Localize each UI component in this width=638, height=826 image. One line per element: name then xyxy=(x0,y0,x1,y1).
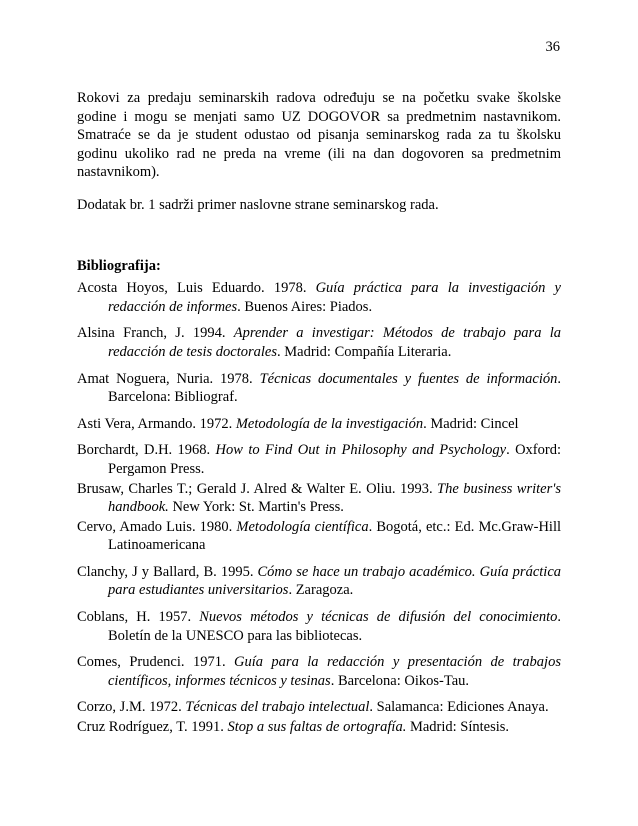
bibliography-entry: Coblans, H. 1957. Nuevos métodos y técnicas de difusión del conocimiento. Boletín de la UNESCO para las bibliotecas. xyxy=(77,609,561,644)
bibliography-entry: Asti Vera, Armando. 1972. Metodología de la investigación. Madrid: Cincel xyxy=(77,415,519,432)
bibliography-entry: Alsina Franch, J. 1994. Aprender a investigar: Métodos de trabajo para la redacción de tesis doctorales. Madrid: Compañía Literaria. xyxy=(77,325,562,360)
bibliography-entry: Amat Noguera, Nuria. 1978. Técnicas documentales y fuentes de información. Barcelona: Bibliograf. xyxy=(77,370,561,406)
bibliography-list xyxy=(77,279,561,736)
bibliography-entry: Corzo, J.M. 1972. Técnicas del trabajo intelectual. Salamanca: Ediciones Anaya. xyxy=(77,699,549,716)
bibliography-entry: Brusaw, Charles T.; Gerald J. Alred & Walter E. Oliu. 1993. The business writer's handbook. New York: St. Martin's Press. xyxy=(77,480,561,516)
document-body xyxy=(77,89,561,738)
bibliography-entry: Cruz Rodríguez, T. 1991. Stop a sus faltas de ortografía. Madrid: Síntesis. xyxy=(77,719,510,736)
bibliography-entry: Comes, Prudenci. 1971. Guía para la redacción y presentación de trabajos científicos, informes técnicos y tesinas. Barcelona: Oikos-Tau. xyxy=(77,654,561,689)
bibliography-entry: Clanchy, J y Ballard, B. 1995. Cómo se hace un trabajo académico. Guía práctica para estudiantes universitarios. Zaragoza. xyxy=(77,563,562,599)
bibliography-entry: Cervo, Amado Luis. 1980. Metodología científica. Bogotá, etc.: Ed. Mc.Graw-Hill Latinoamericana xyxy=(77,518,561,554)
paragraph-deadlines: Rokovi za predaju seminarskih radova određuju se na početku svake školske godine i mogu se menjati samo UZ DOGOVOR sa predmetnim nastavnikom. Smatraće se da je student odustao od pisanja seminarskog rada za tu školsku godinu ukoliko rad ne preda na vreme (ili na dan dogovoren sa predmetnim nastavnikom). xyxy=(77,90,561,181)
page-number: 36 xyxy=(545,39,560,55)
bibliography-entry: Acosta Hoyos, Luis Eduardo. 1978. Guía práctica para la investigación y redacción de informes. Buenos Aires: Piados. xyxy=(77,280,561,315)
bibliography-heading: Bibliografija: xyxy=(77,257,161,274)
bibliography-entry: Borchardt, D.H. 1968. How to Find Out in Philosophy and Psychology. Oxford: Pergamon Press. xyxy=(77,442,561,477)
paragraph-appendix-note: Dodatak br. 1 sadrži primer naslovne strane seminarskog rada. xyxy=(77,196,439,213)
